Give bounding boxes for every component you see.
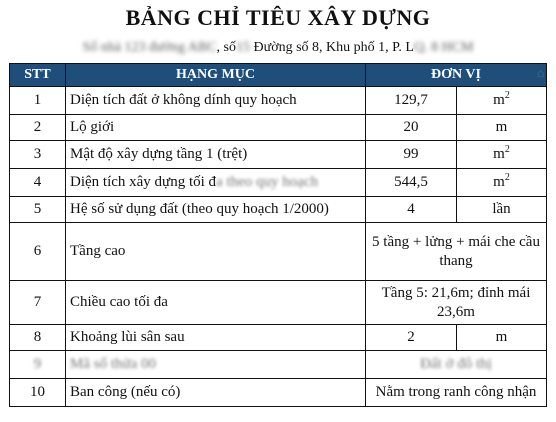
row-item: Ban công (nếu có): [66, 379, 366, 407]
row-unit: lần: [457, 197, 547, 223]
row-stt: 5: [10, 197, 66, 223]
row-unit-text: m: [493, 146, 505, 162]
row-unit-sup: 2: [504, 172, 510, 183]
address-blurred-mid: 15: [236, 40, 250, 55]
table-row: [10, 281, 547, 325]
address-street: Đường số 8, Khu phố 1, P. L: [250, 40, 414, 55]
row-stt: 1: [10, 87, 66, 115]
row-value: 544,5: [366, 169, 457, 197]
table-row: [10, 351, 547, 379]
row-stt: 2: [10, 115, 66, 141]
table-row: [10, 223, 547, 281]
table-row: [10, 325, 547, 351]
row-value: 4: [366, 197, 457, 223]
row-stt: 7: [10, 281, 66, 325]
row-unit: [457, 87, 547, 115]
table-header-row: [10, 64, 547, 87]
header-stt: STT: [10, 64, 66, 87]
row-unit-sup: 2: [504, 144, 510, 155]
table-row: [10, 115, 547, 141]
row-item: [66, 169, 366, 197]
address-mid-text: , số: [216, 40, 236, 55]
row-value: 99: [366, 141, 457, 169]
row-item: Lộ giới: [66, 115, 366, 141]
row-item: Hệ số sử dụng đất (theo quy hoạch 1/2000): [66, 197, 366, 223]
row-item-blurred: a theo quy hoạch: [216, 174, 319, 190]
row-value: 20: [366, 115, 457, 141]
table-row: [10, 169, 547, 197]
row-value: 129,7: [366, 87, 457, 115]
row-item: Chiều cao tối đa: [66, 281, 366, 325]
table-row: [10, 87, 547, 115]
address-blurred-prefix: Số nhà 123 đường ABC: [82, 40, 217, 55]
criteria-table: [9, 63, 547, 407]
header-item: HẠNG MỤC: [66, 64, 366, 87]
header-unit: [366, 64, 547, 87]
row-stt: 3: [10, 141, 66, 169]
row-item: Mật độ xây dựng tầng 1 (trệt): [66, 141, 366, 169]
row-item: Diện tích đất ở không dính quy hoạch: [66, 87, 366, 115]
row-unit-text: m: [493, 174, 505, 190]
row-stt: 6: [10, 223, 66, 281]
watermark-icon: ⌂: [536, 66, 545, 80]
row-unit: m: [457, 115, 547, 141]
row-item: Khoảng lùi sân sau: [66, 325, 366, 351]
address-blurred-tail: Q. 8 HCM: [413, 40, 474, 55]
row-merged-value-blurred: Đất ở đô thị: [366, 351, 547, 379]
table-row: [10, 197, 547, 223]
table-row: [10, 141, 547, 169]
row-merged-value: Nằm trong ranh công nhận: [366, 379, 547, 407]
table-row: [10, 379, 547, 407]
row-unit: m: [457, 325, 547, 351]
row-item-blurred: Mã số thửa 00: [66, 351, 366, 379]
row-item: Tầng cao: [66, 223, 366, 281]
row-stt: 10: [10, 379, 66, 407]
row-stt: 4: [10, 169, 66, 197]
row-item-visible: Diện tích xây dựng tối đ: [70, 174, 217, 190]
row-merged-value: 5 tầng + lửng + mái che cầu thang: [366, 223, 547, 281]
row-unit: [457, 141, 547, 169]
header-unit-label: ĐƠN VỊ: [431, 67, 481, 82]
row-merged-value: Tầng 5: 21,6m; đỉnh mái 23,6m: [366, 281, 547, 325]
row-value: 2: [366, 325, 457, 351]
row-unit-text: m: [493, 92, 505, 108]
row-unit: [457, 169, 547, 197]
page-title: BẢNG CHỈ TIÊU XÂY DỰNG: [125, 5, 431, 30]
row-unit-sup: 2: [504, 90, 510, 101]
address-line: [0, 40, 556, 56]
row-stt: 8: [10, 325, 66, 351]
row-stt: 9: [10, 351, 66, 379]
